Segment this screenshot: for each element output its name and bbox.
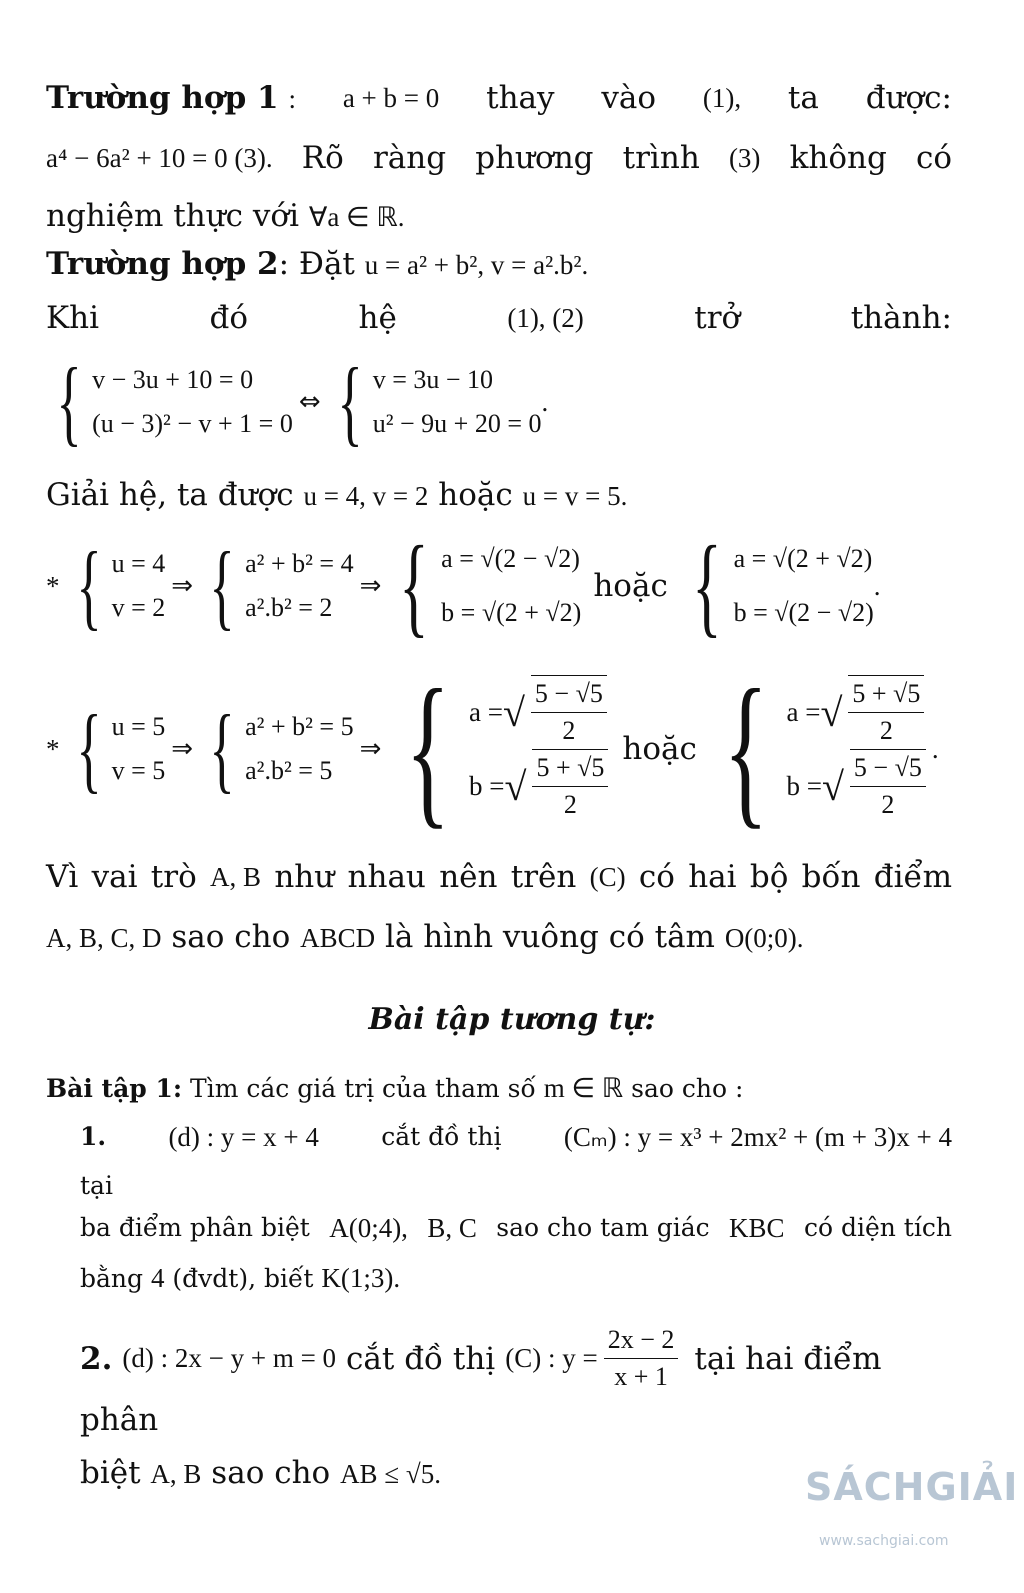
math-expr: a⁴ − 6a² + 10 = 0 (3).	[46, 143, 273, 173]
math-expr: m ∈ ℝ	[543, 1073, 624, 1103]
numerator: 5 + √5	[532, 750, 608, 787]
item1-line2	[80, 1166, 952, 1206]
text: : Đặt	[278, 246, 355, 282]
word: hai	[688, 859, 737, 895]
sqrt-sign: √	[502, 689, 525, 735]
fraction	[604, 1322, 679, 1395]
word: thành:	[850, 300, 952, 336]
implies-symbol: ⇒	[359, 571, 382, 601]
numerator: 5 − √5	[850, 750, 926, 787]
case2-line	[46, 244, 952, 285]
system-radicals: { a = √ $\frac{5 + √5}{2}$ b = √ $\frac{5 - √5}{2}$	[705, 664, 932, 834]
lhs: a =	[469, 696, 503, 727]
word: nhau	[347, 859, 426, 895]
equation: u = 5	[111, 712, 166, 741]
implies-symbol: ⇒	[171, 734, 194, 764]
item2-line2	[80, 1400, 952, 1440]
denominator: 2	[563, 790, 577, 819]
item1-line1	[80, 1117, 952, 1157]
math-expr: (d) : y = x + 4	[168, 1122, 319, 1152]
math-expr: 4	[150, 1263, 165, 1293]
word: thay	[486, 80, 555, 116]
math-expr: (d) : 2x − y + m = 0	[122, 1343, 337, 1373]
math-ref: (1), (2)	[507, 303, 584, 333]
math-expr: KBC	[729, 1213, 785, 1243]
period: .	[541, 386, 549, 417]
item1-line3	[80, 1208, 952, 1248]
system: { u = 4 v = 2	[75, 532, 166, 639]
math-expr: K(1;3).	[321, 1263, 401, 1293]
sqrt-sign: √	[821, 763, 844, 809]
math-ref: (3)	[728, 143, 761, 173]
item1-line4	[80, 1258, 952, 1299]
denominator: x + 1	[614, 1362, 668, 1391]
text: cắt đồ thị	[346, 1340, 496, 1377]
colon: :	[288, 84, 296, 114]
equation: u² − 9u + 20 = 0	[372, 409, 542, 438]
sqrt-sign: √	[820, 689, 843, 735]
system-radicals: { a = √ $\frac{5 - √5}{2}$ b = √ $\frac{5 + √5}{2}$	[387, 664, 614, 834]
math-expr: u = a² + b², v = a².b².	[364, 250, 589, 280]
equation: a².b² = 2	[245, 593, 333, 622]
case-u4-v2	[46, 524, 881, 648]
equiv-symbol: ⇔	[298, 387, 321, 417]
equation: u = 4	[111, 549, 166, 578]
system-equivalence	[46, 348, 549, 455]
text: tại	[80, 1171, 113, 1200]
sachgiai-logo	[805, 1465, 1019, 1549]
denominator: 2	[881, 790, 895, 819]
word: ta	[787, 80, 819, 116]
text: nghiệm thực với	[46, 198, 299, 234]
text: ba điểm phân biệt	[80, 1213, 310, 1242]
word: phương	[475, 140, 594, 176]
period: .	[873, 570, 881, 601]
equation: v − 3u + 10 = 0	[92, 365, 254, 394]
math-expr: a + b = 0	[342, 83, 440, 113]
text: Tìm các giá trị của tham số	[190, 1074, 536, 1103]
logo-text: SÁCHGIẢI	[805, 1465, 1019, 1509]
word: như	[274, 859, 335, 895]
word: trở	[694, 300, 741, 336]
word: vai	[91, 859, 138, 895]
denominator: 2	[562, 716, 576, 745]
case1-label: Trường hợp 1	[46, 80, 279, 116]
text: tại hai điểm	[694, 1340, 882, 1377]
word: hoặc	[438, 477, 513, 513]
text: sao cho	[211, 1455, 331, 1491]
word: Rõ	[301, 140, 344, 176]
word: đó	[209, 300, 249, 336]
case2-label: Trường hợp 2	[46, 246, 279, 282]
math-expr: A, B	[150, 1459, 202, 1489]
math-expr: u = v = 5.	[522, 481, 628, 511]
text: có diện tích	[803, 1213, 952, 1242]
math-expr: A, B, C, D	[46, 923, 162, 953]
math-expr: (Cₘ) : y = x³ + 2mx² + (m + 3)x + 4	[563, 1122, 952, 1152]
equation: b = √(2 − √2)	[733, 598, 874, 627]
word: Khi	[46, 300, 100, 336]
equation: a².b² = 5	[245, 756, 333, 785]
equation: v = 3u − 10	[372, 365, 494, 394]
word: hệ	[358, 300, 397, 336]
text: là hình vuông có tâm	[385, 919, 715, 955]
equation: v = 2	[111, 593, 166, 622]
logo-url: www.sachgiai.com	[819, 1533, 949, 1549]
math-expr: O(0;0).	[724, 923, 804, 953]
word: vào	[601, 80, 657, 116]
section-heading: Bài tập tương tự:	[368, 1002, 656, 1037]
text: Giải hệ, ta được	[46, 477, 294, 513]
lhs: b =	[786, 770, 822, 801]
system: { a = √(2 + √2) b = √(2 − √2)	[691, 524, 874, 648]
fraction	[850, 749, 926, 823]
conclusion-line1	[46, 857, 952, 897]
system: { a² + b² = 5 a².b² = 5	[209, 695, 354, 802]
khi-do-line	[46, 298, 952, 338]
word-or: hoặc	[593, 568, 668, 604]
item2-line1	[80, 1322, 882, 1395]
case1-line3	[46, 196, 952, 237]
word: bốn	[801, 859, 861, 895]
word: được:	[865, 80, 952, 116]
asterisk: *	[46, 733, 60, 764]
text: cắt đồ thị	[381, 1122, 502, 1151]
system: { a = √(2 − √2) b = √(2 + √2)	[399, 524, 582, 648]
case1-line2	[46, 138, 952, 178]
numerator: 5 + √5	[848, 676, 924, 713]
item-number: 1.	[80, 1122, 107, 1151]
word: điểm	[873, 859, 952, 895]
math-ref: (1),	[702, 83, 742, 113]
word: nên	[439, 859, 498, 895]
word: bộ	[749, 859, 789, 895]
item-number: 2.	[80, 1340, 113, 1377]
period: .	[931, 733, 939, 764]
word: ràng	[372, 140, 447, 176]
system-left: { v − 3u + 10 = 0 (u − 3)² − v + 1 = 0	[56, 348, 293, 455]
case-u5-v5	[46, 655, 939, 843]
equation: b = √(2 + √2)	[441, 598, 582, 627]
equation: a = √(2 + √2)	[733, 544, 873, 573]
conclusion-line2	[46, 917, 952, 958]
word: không	[789, 140, 887, 176]
word: trên	[510, 859, 577, 895]
math-expr: (C) : y =	[505, 1343, 598, 1373]
equation: (u − 3)² − v + 1 = 0	[92, 409, 293, 438]
numerator: 5 − √5	[531, 676, 607, 713]
solve-line	[46, 475, 952, 516]
math-expr: A, B	[210, 862, 262, 892]
equation: a² + b² = 4	[245, 549, 354, 578]
math-expr: ABCD	[300, 923, 376, 953]
denominator: 2	[879, 716, 893, 745]
fraction	[531, 675, 607, 749]
text: phân	[80, 1402, 159, 1438]
word: trò	[150, 859, 197, 895]
text: biệt	[80, 1455, 141, 1491]
case1-line1	[46, 78, 952, 119]
fraction	[532, 749, 608, 823]
numerator: 2x − 2	[604, 1322, 679, 1359]
word: Vì	[46, 859, 79, 895]
text: bằng	[80, 1264, 144, 1293]
equation: a = √(2 − √2)	[441, 544, 580, 573]
word: có	[915, 140, 952, 176]
word: có	[638, 859, 675, 895]
sqrt-sign: √	[504, 763, 527, 809]
lhs: b =	[469, 770, 505, 801]
math-expr: B, C	[427, 1213, 477, 1243]
math-expr: (C)	[589, 862, 626, 892]
equation: a² + b² = 5	[245, 712, 354, 741]
text: sao cho	[171, 919, 291, 955]
math-expr: ∀a ∈ ℝ.	[308, 202, 405, 232]
exercise-label: Bài tập 1:	[46, 1074, 183, 1103]
math-expr: AB ≤ √5.	[340, 1459, 441, 1489]
system: { a² + b² = 4 a².b² = 2	[209, 532, 354, 639]
text: sao cho :	[631, 1074, 744, 1103]
math-expr: u = 4, v = 2	[303, 481, 429, 511]
system-right: { v = 3u − 10 u² − 9u + 20 = 0	[337, 348, 542, 455]
fraction	[848, 675, 924, 749]
asterisk: *	[46, 570, 60, 601]
implies-symbol: ⇒	[359, 734, 382, 764]
lhs: a =	[786, 696, 821, 727]
word: trình	[622, 140, 700, 176]
math-expr: A(0;4),	[329, 1213, 408, 1243]
system: { u = 5 v = 5	[75, 695, 166, 802]
word-or: hoặc	[622, 731, 697, 767]
exercise1-intro	[46, 1068, 952, 1109]
text: sao cho tam giác	[496, 1213, 710, 1242]
equation: v = 5	[111, 756, 166, 785]
implies-symbol: ⇒	[171, 571, 194, 601]
text: (đvdt), biết	[172, 1264, 314, 1293]
